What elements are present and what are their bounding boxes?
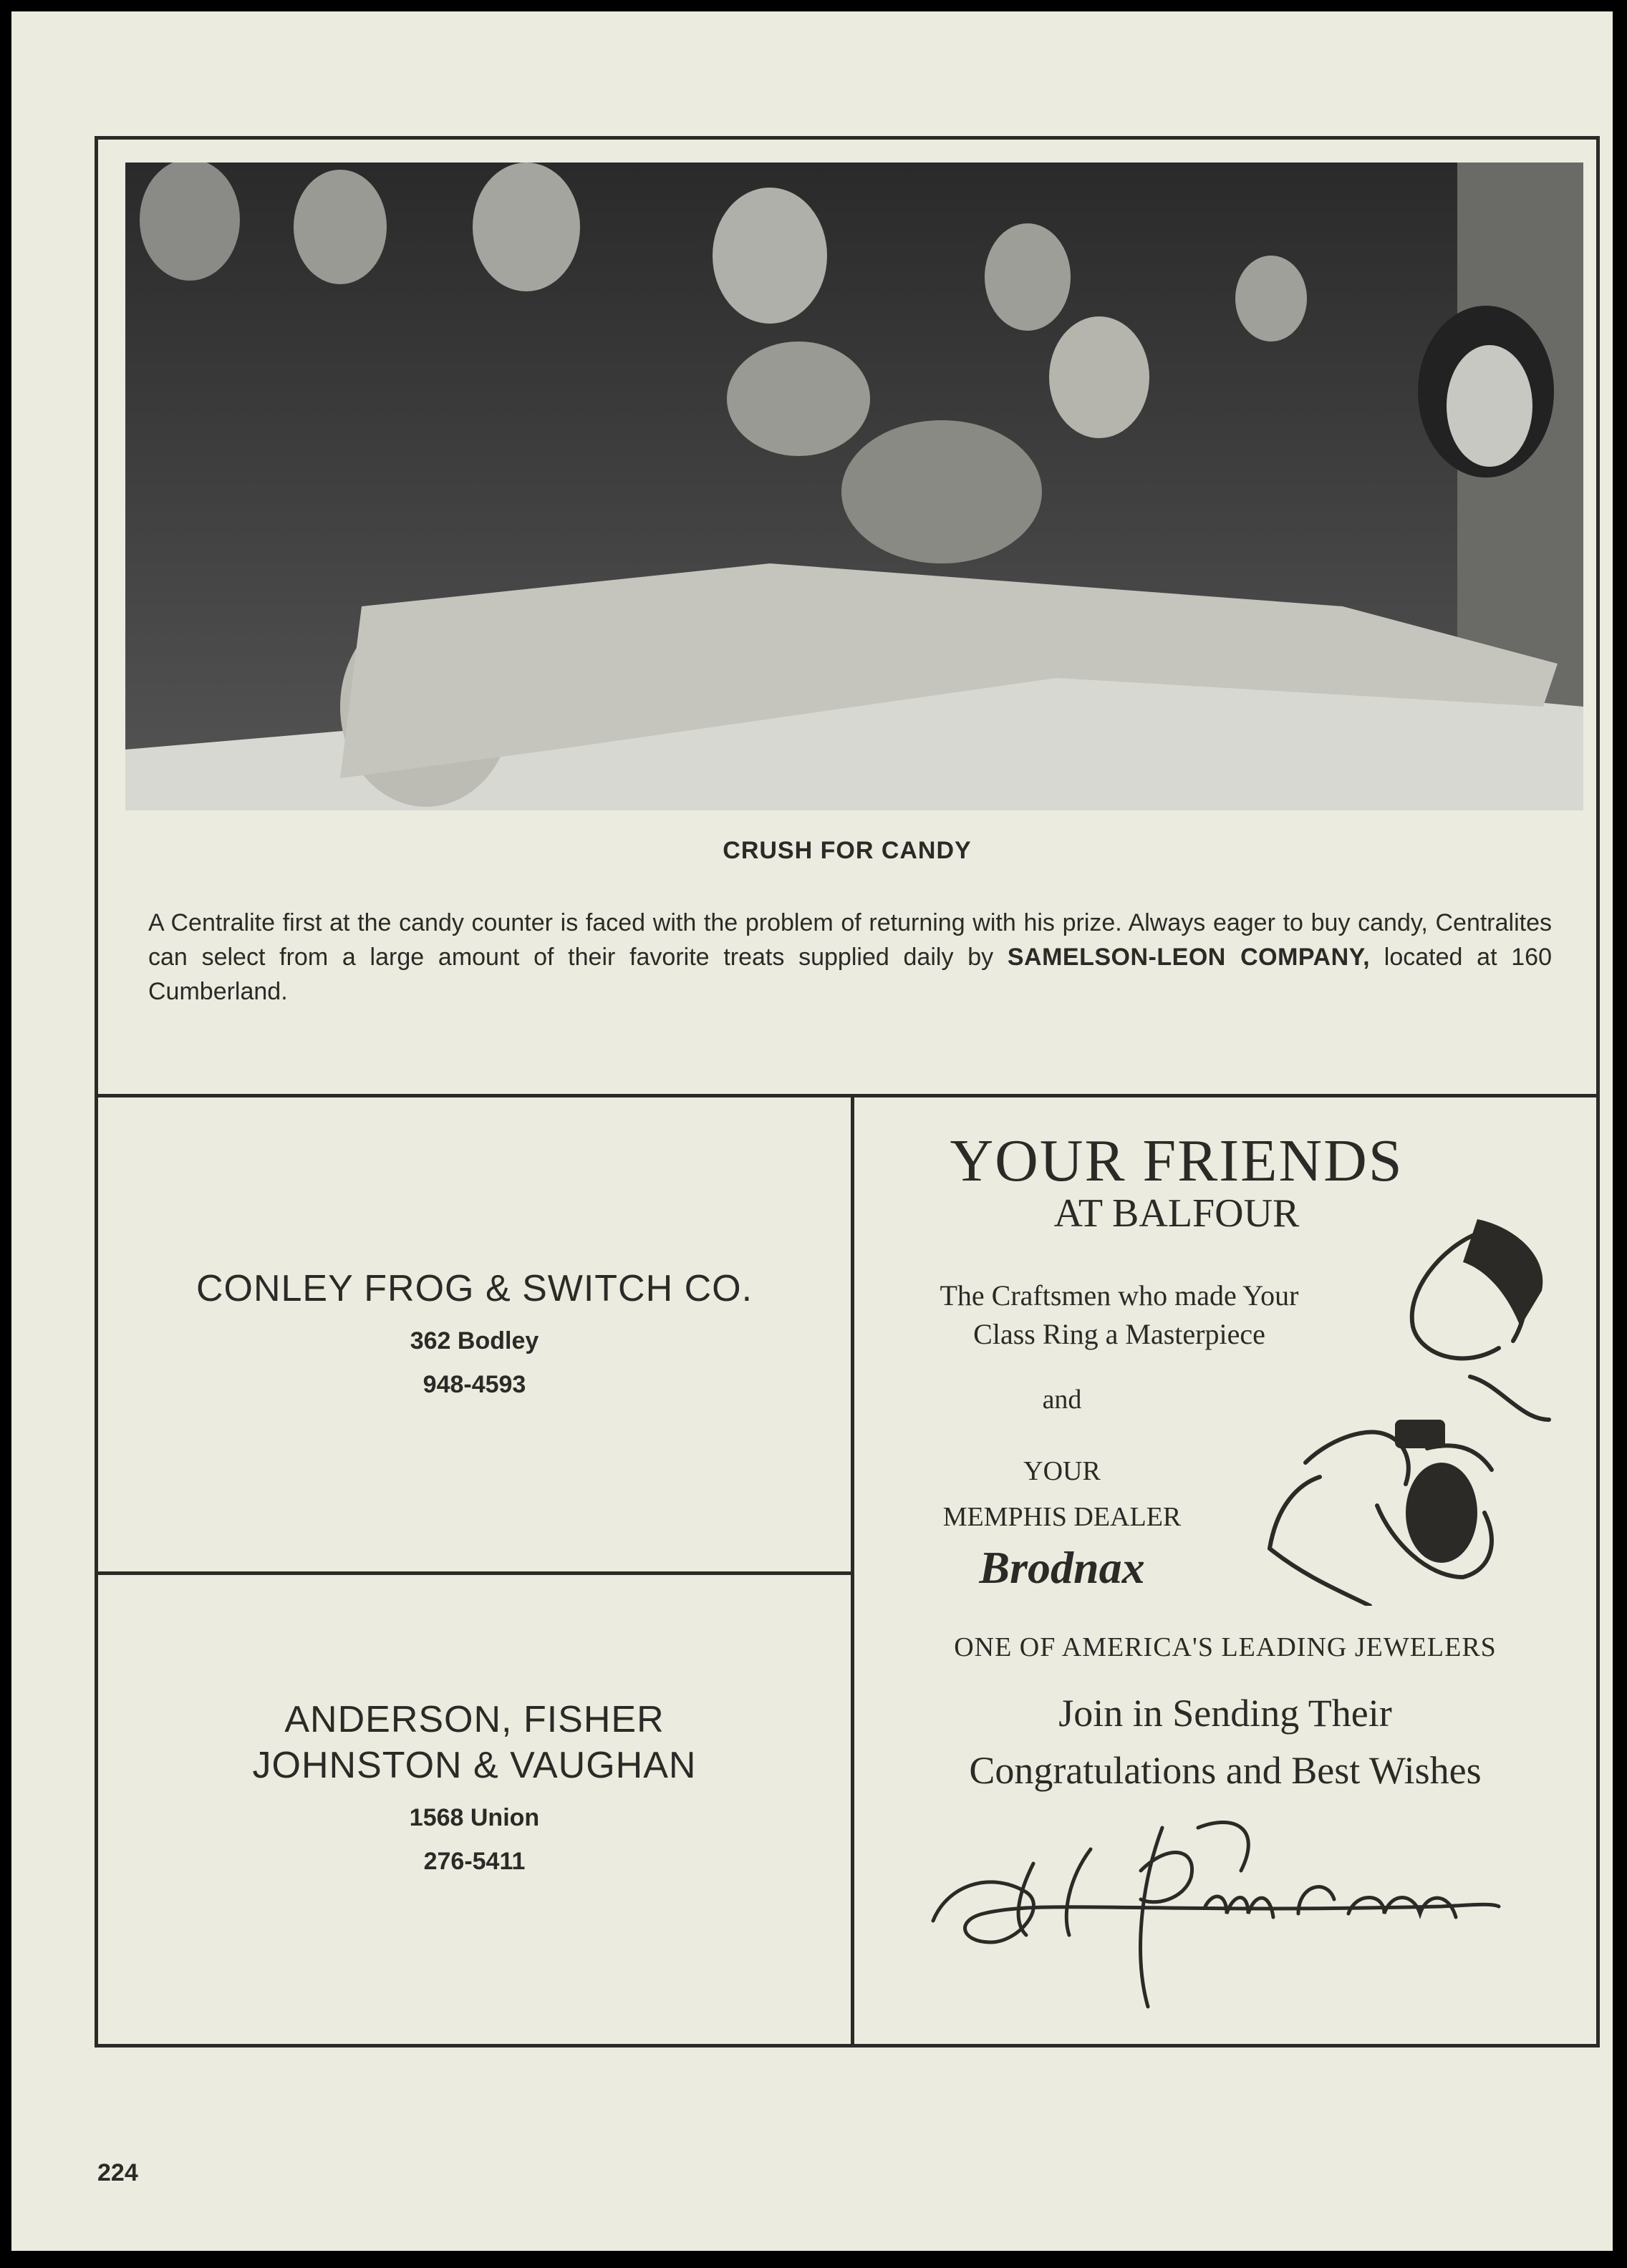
anderson-address: 1568 Union	[409, 1804, 540, 1831]
balfour-dealer-heading	[854, 1448, 1270, 1540]
photo-ad-section	[98, 140, 1596, 1097]
balfour-signature	[926, 1799, 1513, 2014]
join-line-1: Join in Sending Their	[1058, 1692, 1392, 1735]
ad-frame	[95, 136, 1600, 2048]
conley-phone: 948-4593	[423, 1371, 526, 1398]
caption-text-pre: A Centralite first at the candy counter is faced with the problem of returning with his prize. Always eager to buy candy, Centralites can select from a large amount of their favorite treats supplied daily by	[148, 909, 1552, 971]
craft-line-1: The Craftsmen who made Your	[940, 1279, 1299, 1312]
conley-address: 362 Bodley	[410, 1327, 539, 1354]
balfour-ad	[854, 1097, 1596, 2044]
brodnax-logo: Brodnax	[979, 1542, 1145, 1593]
anderson-name-line2: JOHNSTON & VAUGHAN	[252, 1745, 697, 1786]
caption-text-post: located at 160 Cumberland.	[148, 944, 1552, 1005]
balfour-and: and	[1042, 1385, 1082, 1415]
photo-caption-body	[148, 906, 1552, 1009]
balfour-subtitle: AT BALFOUR	[1053, 1191, 1300, 1236]
page-number: 224	[97, 2159, 138, 2186]
anderson-name-line1: ANDERSON, FISHER	[284, 1699, 665, 1740]
craft-line-2: Class Ring a Masterpiece	[973, 1318, 1265, 1350]
jeweler-hands-illustration	[1263, 1205, 1563, 1606]
conley-ad	[98, 1097, 854, 1575]
leading-jewelers-text: ONE OF AMERICA'S LEADING JEWELERS	[954, 1632, 1497, 1662]
conley-name: CONLEY FROG & SWITCH CO.	[195, 1268, 753, 1309]
caption-company: SAMELSON-LEON COMPANY,	[1007, 944, 1371, 971]
candy-counter-photo	[125, 163, 1583, 810]
anderson-ad	[98, 1575, 854, 2044]
join-line-2: Congratulations and Best Wishes	[969, 1749, 1482, 1792]
dealer-text: MEMPHIS DEALER	[942, 1502, 1182, 1532]
balfour-title: YOUR FRIENDS	[950, 1128, 1404, 1194]
photo-illustration	[125, 163, 1583, 810]
your-text: YOUR	[1023, 1456, 1101, 1486]
photo-caption-title: CRUSH FOR CANDY	[723, 837, 972, 864]
anderson-phone: 276-5411	[423, 1848, 526, 1875]
congratulations-text	[854, 1685, 1596, 1799]
